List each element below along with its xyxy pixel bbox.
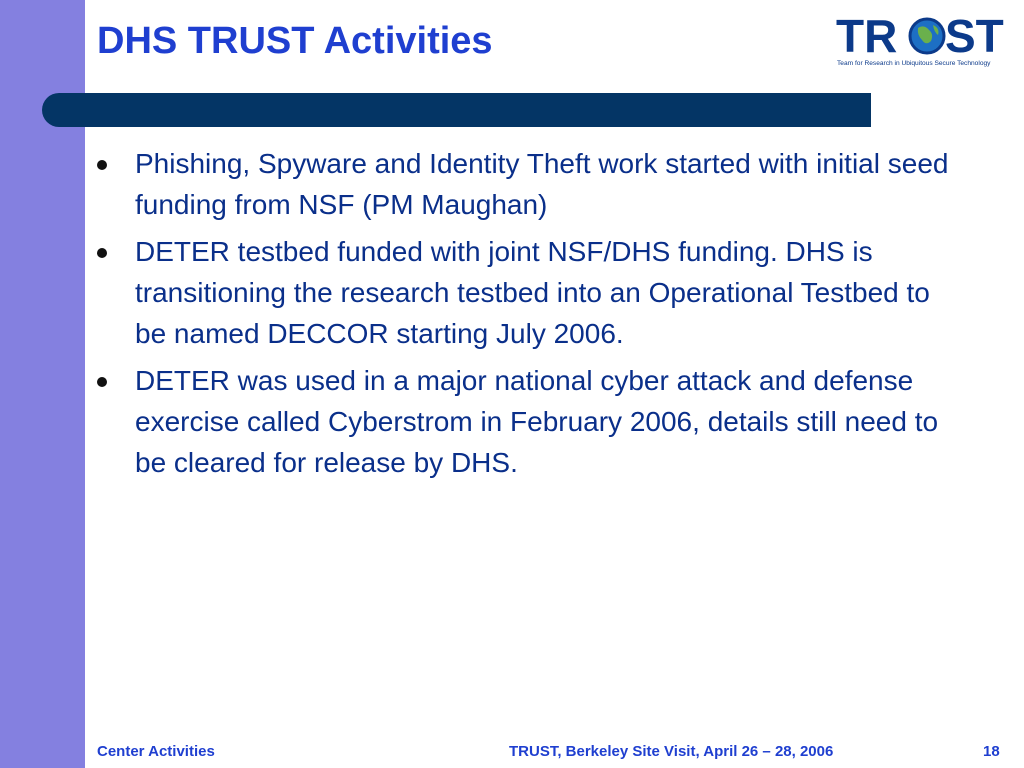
bullet-text: DETER was used in a major national cyber attack and defense exercise called Cyberstrom in February 2006, details still need to be cleared for release by DHS. [135, 365, 939, 478]
trust-logo [834, 8, 1014, 70]
bullet-text: DETER testbed funded with joint NSF/DHS funding. DHS is transitioning the research testbed into an Operational Testbed to be named DECCOR starting July 2006. [135, 236, 930, 349]
bullet-item [97, 360, 967, 483]
slide-title: DHS TRUST Activities [97, 20, 493, 62]
bullet-list [97, 143, 967, 489]
bullet-item [97, 143, 967, 225]
svg-text:Team for Research in Ubiquitou: Team for Research in Ubiquitous Secure Technology [837, 60, 991, 67]
svg-text:TR: TR [836, 10, 898, 62]
title-underline-bar [42, 93, 871, 127]
footer-event-label: TRUST, Berkeley Site Visit, April 26 – 28, 2006 [509, 743, 834, 760]
bullet-dot-icon [97, 377, 107, 387]
footer-section-label: Center Activities [97, 743, 215, 760]
bullet-item [97, 231, 967, 354]
bullet-dot-icon [97, 160, 107, 170]
bullet-text: Phishing, Spyware and Identity Theft work started with initial seed funding from NSF (PM Maughan) [135, 148, 949, 220]
bullet-dot-icon [97, 248, 107, 258]
globe-icon [910, 19, 944, 53]
svg-text:ST: ST [945, 10, 1004, 62]
page-number: 18 [983, 743, 1000, 760]
